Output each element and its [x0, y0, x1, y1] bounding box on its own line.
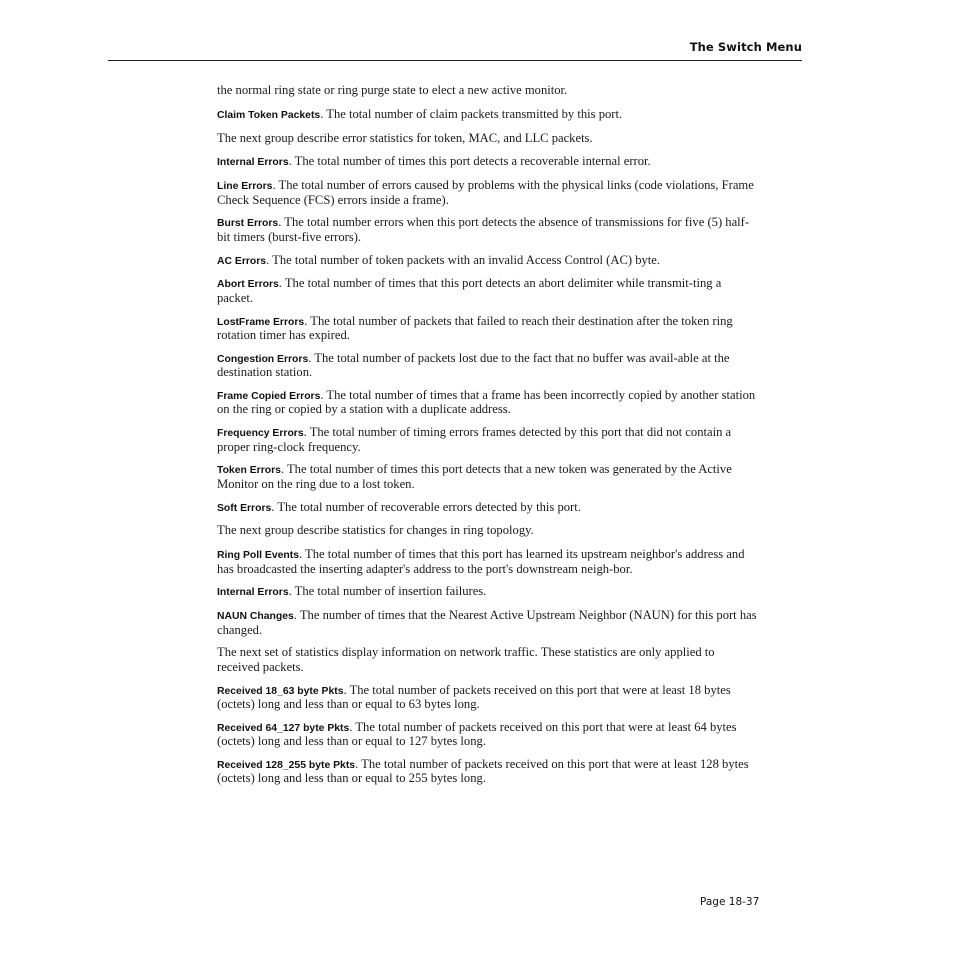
description: . The total number of times that a frame has been incorrectly copied by another station on the ring or copied by a station with a duplicate address.	[217, 388, 756, 417]
paragraph	[217, 315, 757, 343]
paragraph	[217, 609, 757, 637]
term: Line Errors	[217, 181, 273, 193]
term: Received 128_255 byte Pkts	[217, 760, 356, 772]
description: . The total number of token packets with an invalid Access Control (AC) byte.	[266, 252, 661, 267]
description: . The total number of recoverable errors detected by this port.	[271, 499, 581, 514]
description: . The total number of packets received on this port that were at least 18 bytes (octets) long and less than or equal to 63 bytes long.	[217, 682, 731, 712]
paragraph	[217, 721, 757, 749]
description: . The total number of timing errors frames detected by this port that did not contain a proper ring-clock frequency.	[217, 425, 732, 454]
term: Burst Errors	[217, 218, 279, 230]
description: . The total number of times that this port has learned its upstream neighbor's address and has broadcasted the inserting adapter's address to the port's downstream neigh-bor.	[217, 547, 745, 576]
term: NAUN Changes	[217, 611, 294, 623]
description: The next group describe error statistics for token, MAC, and LLC packets.	[217, 130, 593, 145]
term: Ring Poll Events	[217, 550, 299, 562]
paragraph	[217, 524, 757, 538]
term: Frequency Errors	[217, 428, 304, 440]
page-number: Page 18-37	[700, 896, 760, 908]
running-header	[108, 38, 802, 61]
description: . The total number of packets that failed to reach their destination after the token ring rotation timer has expired.	[217, 313, 733, 342]
description: The next group describe statistics for changes in ring topology.	[217, 523, 534, 538]
paragraph	[217, 389, 757, 417]
term: Received 18_63 byte Pkts	[217, 685, 344, 697]
description: . The number of times that the Nearest Active Upstream Neighbor (NAUN) for this port has changed.	[217, 608, 757, 637]
paragraph	[217, 277, 757, 305]
term: Received 64_127 byte Pkts	[217, 722, 350, 734]
term: Internal Errors	[217, 157, 289, 169]
description: . The total number of insertion failures.	[288, 584, 487, 599]
term: AC Errors	[217, 255, 267, 267]
header-title: The Switch Menu	[689, 40, 802, 54]
term: Congestion Errors	[217, 353, 309, 365]
description: . The total number of errors caused by problems with the physical links (code violations, Frame Check Sequence (FCS) errors inside a frame).	[217, 178, 754, 207]
term: Soft Errors	[217, 502, 272, 514]
paragraph	[217, 463, 757, 491]
paragraph	[217, 84, 757, 98]
paragraph	[217, 254, 757, 268]
term: Frame Copied Errors	[217, 391, 321, 402]
term: Token Errors	[217, 465, 281, 477]
paragraph	[217, 179, 757, 207]
paragraph	[217, 426, 757, 454]
paragraph	[217, 216, 757, 244]
description: . The total number of claim packets transmitted by this port.	[320, 106, 623, 121]
description: . The total number of packets received on this port that were at least 128 bytes (octets) long and less than or equal to 255 bytes long.	[217, 757, 749, 786]
body-text	[217, 84, 757, 795]
description: . The total number of packets lost due to the fact that no buffer was avail-able at the destination station.	[217, 350, 730, 380]
term: Internal Errors	[217, 587, 289, 599]
paragraph	[217, 548, 757, 576]
description: . The total number errors when this port detects the absence of transmissions for five (5) half-bit timers (burst-five errors).	[217, 215, 750, 244]
paragraph	[217, 155, 757, 169]
description: The next set of statistics display information on network traffic. These statistics are only applied to received packets.	[217, 645, 715, 674]
paragraph	[217, 758, 757, 786]
description: the normal ring state or ring purge state to elect a new active monitor.	[217, 83, 568, 97]
description: . The total number of packets received on this port that were at least 64 bytes (octets) long and less than or equal to 127 bytes long.	[217, 719, 737, 749]
paragraph	[217, 646, 757, 674]
description: . The total number of times this port detects a recoverable internal error.	[288, 154, 651, 169]
paragraph	[217, 132, 757, 146]
description: . The total number of times that this port detects an abort delimiter while transmit-ting a packet.	[217, 276, 722, 305]
paragraph	[217, 585, 757, 599]
term: Abort Errors	[217, 279, 279, 291]
term: Claim Token Packets	[217, 109, 321, 121]
description: . The total number of times this port detects that a new token was generated by the Active Monitor on the ring due to a lost token.	[217, 462, 732, 491]
paragraph	[217, 352, 757, 380]
paragraph	[217, 684, 757, 712]
term: LostFrame Errors	[217, 316, 305, 328]
paragraph	[217, 108, 757, 122]
paragraph	[217, 501, 757, 515]
